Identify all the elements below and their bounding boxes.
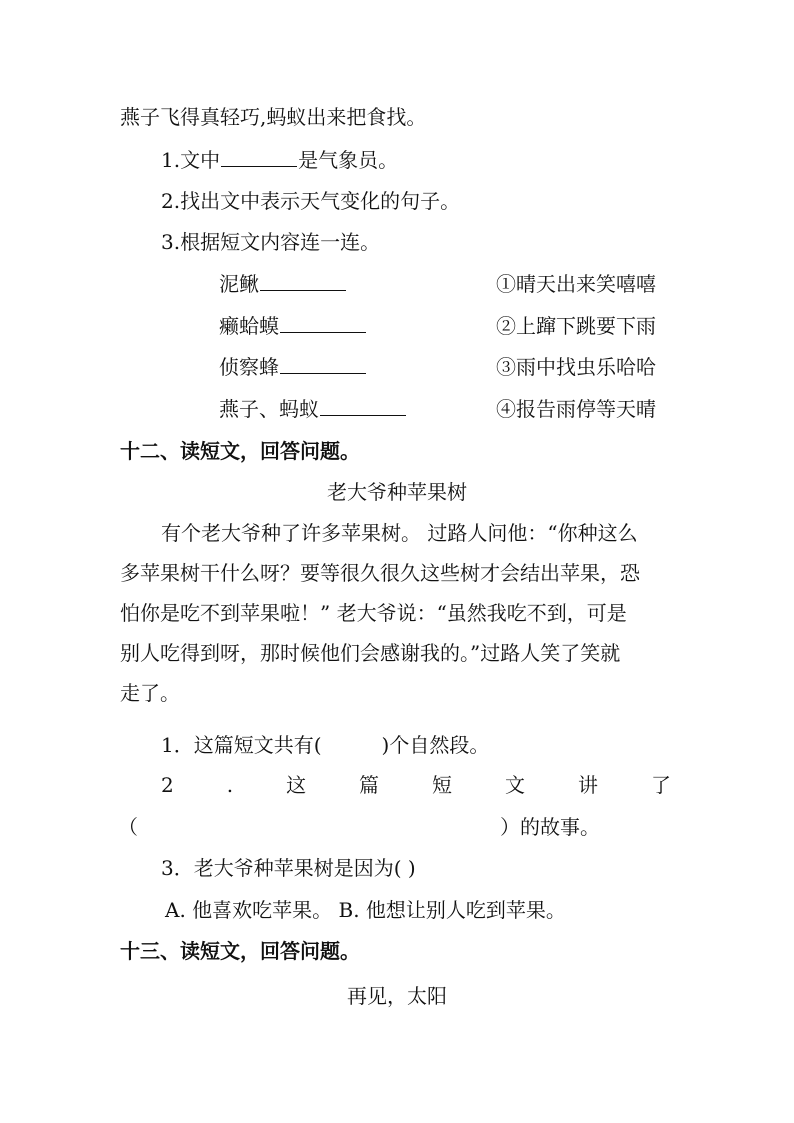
story-title: 再见，太阳 bbox=[347, 984, 447, 1008]
match-left-item: 泥鳅 bbox=[219, 270, 347, 298]
answer-paren-blank[interactable] bbox=[155, 813, 495, 841]
story-line: 怕你是吃不到苹果啦！” 老大爷说：“虽然我吃不到，可是 bbox=[120, 601, 627, 625]
match-right-item: ③雨中找虫乐哈哈 bbox=[496, 355, 656, 379]
s12-question-3-options: A. 他喜欢吃苹果。 B. 他想让别人吃到苹果。 bbox=[165, 898, 566, 922]
question-1 bbox=[161, 146, 398, 174]
story-line: 走了。 bbox=[120, 681, 180, 705]
story-paragraph bbox=[120, 513, 675, 713]
match-left-item: 燕子、蚂蚁 bbox=[219, 395, 407, 423]
match-left-item: 癞蛤蟆 bbox=[219, 312, 367, 340]
match-right-item: ②上蹿下跳要下雨 bbox=[496, 314, 656, 338]
question-1-suffix: 是气象员。 bbox=[298, 148, 399, 172]
section-heading: 十二、读短文，回答问题。 bbox=[120, 439, 360, 463]
match-right-item: ①晴天出来笑嘻嘻 bbox=[496, 272, 656, 296]
match-right-item: ④报告雨停等天晴 bbox=[496, 397, 656, 421]
s12-question-1-suffix: )个自然段。 bbox=[381, 733, 490, 757]
s12-question-2: 2 . 这 篇 短 文 讲 了 bbox=[161, 773, 671, 797]
answer-blank[interactable] bbox=[280, 314, 366, 333]
question-3: 3.根据短文内容连一连。 bbox=[161, 230, 381, 254]
s12-question-3: 3．老大爷种苹果树是因为( ) bbox=[161, 856, 416, 880]
question-2: 2.找出文中表示天气变化的句子。 bbox=[161, 189, 461, 213]
s12-question-2-close: ）的故事。 bbox=[500, 815, 600, 839]
section-heading: 十三、读短文，回答问题。 bbox=[120, 939, 360, 963]
story-title: 老大爷种苹果树 bbox=[327, 480, 467, 504]
s12-question-2-open-paren: （ bbox=[118, 815, 138, 839]
question-1-prefix: 1.文中 bbox=[161, 148, 221, 172]
story-line: 有个老大爷种了许多苹果树。 过路人问他：“你种这么 bbox=[161, 521, 638, 545]
match-left-item: 侦察蜂 bbox=[219, 353, 367, 381]
story-line: 别人吃得到呀，那时候他们会感谢我的。”过路人笑了笑就 bbox=[120, 641, 621, 665]
s12-question-1-prefix: 1．这篇短文共有( bbox=[161, 733, 322, 757]
answer-blank[interactable] bbox=[280, 355, 366, 374]
answer-blank[interactable] bbox=[320, 397, 406, 416]
passage-last-line: 燕子飞得真轻巧,蚂蚁出来把食找。 bbox=[120, 105, 427, 129]
answer-blank[interactable] bbox=[221, 148, 297, 167]
story-line: 多苹果树干什么呀？要等很久很久这些树才会结出苹果，恐 bbox=[120, 561, 640, 585]
answer-blank[interactable] bbox=[260, 272, 346, 291]
s12-question-1 bbox=[161, 731, 489, 759]
